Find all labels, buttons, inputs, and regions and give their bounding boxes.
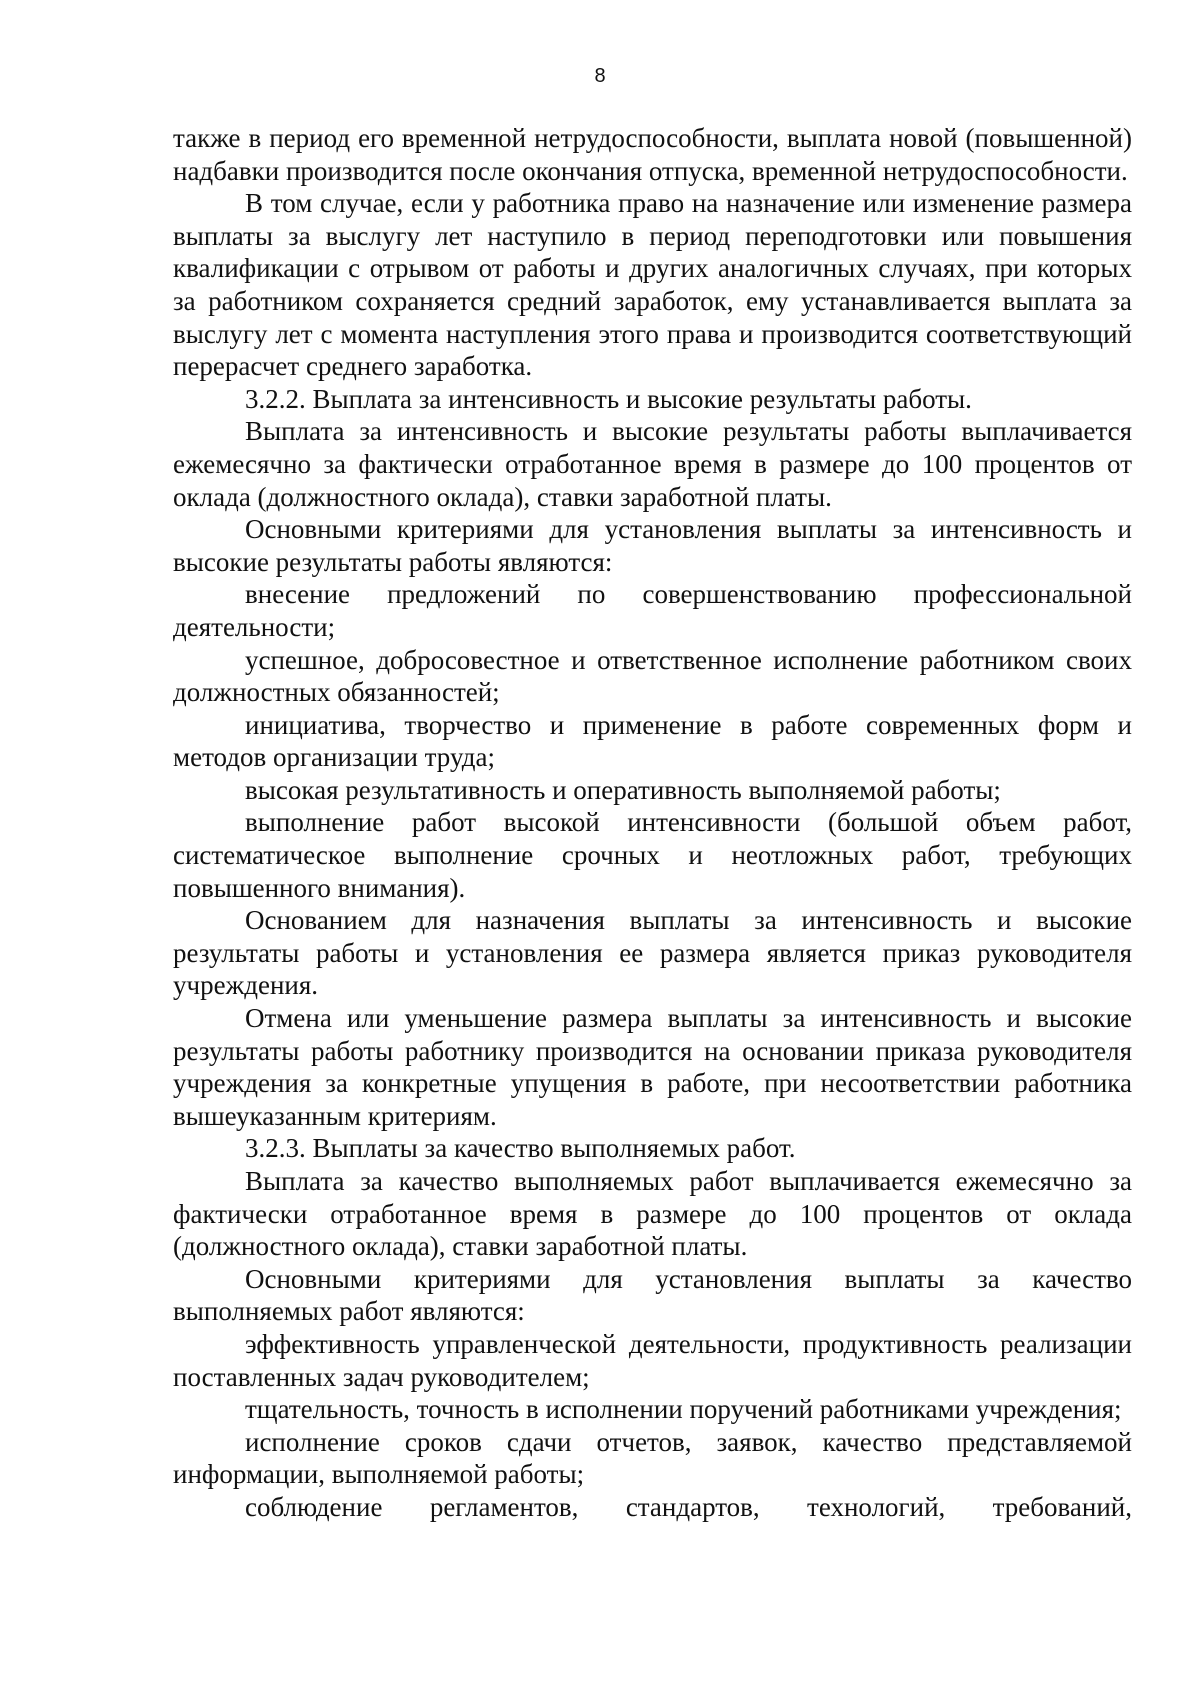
quality-criteria-item-3: исполнение сроков сдачи отчетов, заявок, качество представляемой информации, выполняемой работы; <box>173 1426 1132 1490</box>
criteria-item-2: успешное, добросовестное и ответственное исполнение работником своих должностных обязанностей; <box>173 644 1132 708</box>
quality-criteria-item-1: эффективность управленческой деятельности, продуктивность реализации поставленных задач руководителем; <box>173 1328 1132 1392</box>
paragraph-2: В том случае, если у работника право на назначение или изменение размера выплаты за выслугу лет наступило в период переподготовки или повышения квалификации с отрывом от работы и других аналогичных случаях, при которых за работником сохраняется средний заработок, ему устанавливается выплата за выслугу лет с момента наступления этого права и производится соответствующий перерасчет среднего заработка. <box>173 188 1132 382</box>
paragraph-15: Основными критериями для установления выплаты за качество выполняемых работ являются: <box>173 1263 1132 1327</box>
paragraph-12: Отмена или уменьшение размера выплаты за интенсивность и высокие результаты работы работнику производится на основании приказа руководителя учреждения за конкретные упущения в работе, при несоответствии работника вышеуказанным критериям. <box>173 1003 1132 1131</box>
criteria-item-4: высокая результативность и оперативность выполняемой работы; <box>245 774 1001 805</box>
criteria-item-5: выполнение работ высокой интенсивности (большой объем работ, систематическое выполнение срочных и неотложных работ, требующих повышенного внимания). <box>173 807 1132 903</box>
quality-criteria-item-4: соблюдение регламентов, стандартов, технологий, требований, <box>245 1491 1132 1522</box>
criteria-item-1: внесение предложений по совершенствованию профессиональной деятельности; <box>173 579 1132 642</box>
section-heading-3-2-2: 3.2.2. Выплата за интенсивность и высокие результаты работы. <box>245 383 972 414</box>
document-body <box>173 122 1132 1524</box>
paragraph-14: Выплата за качество выполняемых работ выплачивается ежемесячно за фактически отработанное время в размере до 100 процентов от оклада (должностного оклада), ставки заработной платы. <box>173 1166 1132 1262</box>
page-number: 8 <box>594 65 606 87</box>
paragraph-5: Основными критериями для установления выплаты за интенсивность и высокие результаты работы являются: <box>173 514 1132 577</box>
paragraph-4: Выплата за интенсивность и высокие результаты работы выплачивается ежемесячно за фактически отработанное время в размере до 100 процентов от оклада (должностного оклада), ставки заработной платы. <box>173 416 1132 512</box>
section-heading-3-2-3: 3.2.3. Выплаты за качество выполняемых работ. <box>245 1133 796 1164</box>
paragraph-11: Основанием для назначения выплаты за интенсивность и высокие результаты работы и установления ее размера является приказ руководителя учреждения. <box>173 905 1132 1001</box>
criteria-item-3: инициатива, творчество и применение в работе современных форм и методов организации труда; <box>173 709 1132 773</box>
paragraph-1: также в период его временной нетрудоспособности, выплата новой (повышенной) надбавки производится после окончания отпуска, временной нетрудоспособности. <box>173 123 1132 186</box>
quality-criteria-item-2: тщательность, точность в исполнении поручений работниками учреждения; <box>245 1394 1122 1425</box>
